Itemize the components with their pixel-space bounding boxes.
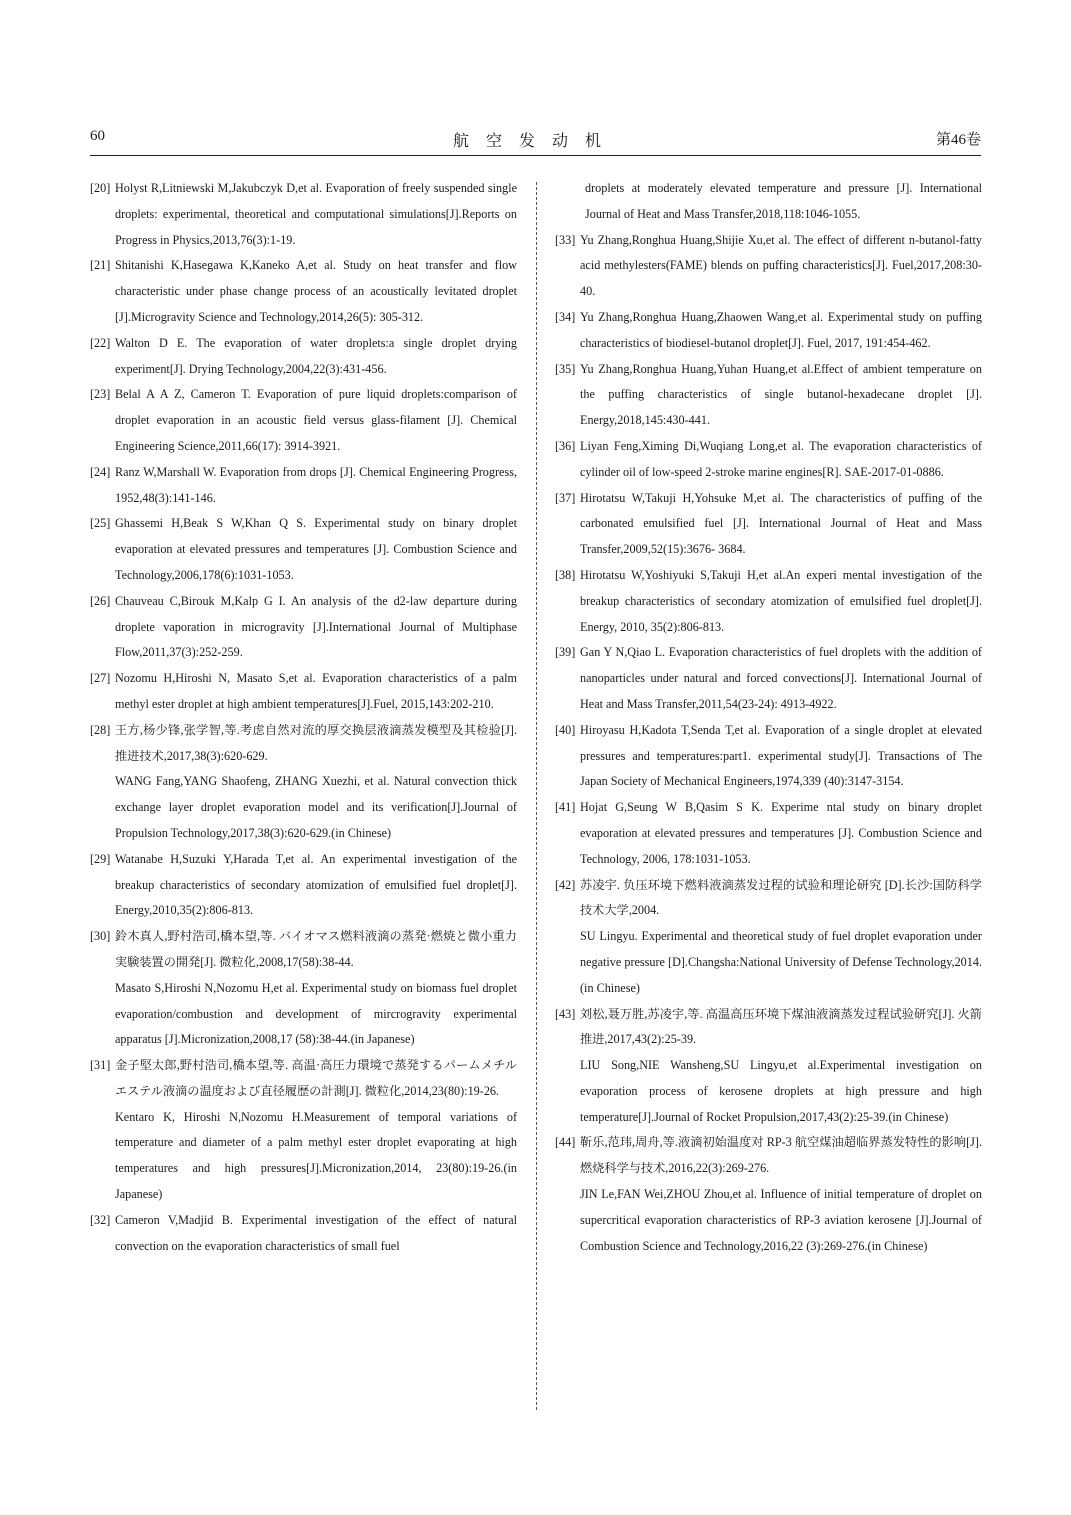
reference-translation: Masato S,Hiroshi N,Nozomu H,et al. Experimental study on biomass fuel droplet evaporation/combustion and development of mircrogravity experimental apparatus [J].Micronization,2008,17 (58):38-44.(in Japanese) (115, 980, 517, 1047)
reference-entry (555, 718, 982, 795)
reference-translation: JIN Le,FAN Wei,ZHOU Zhou,et al. Influence of initial temperature of droplet on supercritical evaporation characteristics of RP-3 aviation kerosene [J].Journal of Combustion Science and Technology,2016,22 (3):269-276.(in Chinese) (580, 1187, 982, 1253)
reference-number: [28] (90, 722, 111, 737)
reference-text: Gan Y N,Qiao L. Evaporation characteristics of fuel droplets with the addition of nanoparticles under natural and forced convections[J]. International Journal of Heat and Mass Transfer,2011,54(23-24): 4913-4922. (580, 645, 982, 711)
reference-entry (555, 640, 982, 717)
reference-number: [24] (90, 464, 111, 479)
reference-entry (555, 1002, 982, 1131)
reference-entry (90, 176, 517, 253)
reference-text: Nozomu H,Hiroshi N, Masato S,et al. Evaporation characteristics of a palm methyl ester droplet at high ambient temperatures[J].Fuel, 2015,143:202-210. (115, 671, 517, 711)
reference-text: Yu Zhang,Ronghua Huang,Yuhan Huang,et al.Effect of ambient temperature on the puffing characteristics of single butanol-hexadecane droplet [J]. Energy,2018,145:430-441. (580, 361, 982, 428)
reference-entry (555, 434, 982, 486)
reference-number: [27] (90, 671, 111, 686)
reference-number: [42] (555, 877, 576, 892)
reference-text: Cameron V,Madjid B. Experimental investigation of the effect of natural convection on the evaporation characteristics of small fuel (115, 1212, 517, 1253)
reference-entry (90, 1208, 517, 1260)
reference-number: [40] (555, 722, 576, 737)
reference-entry (90, 331, 517, 383)
reference-number: [32] (90, 1212, 111, 1227)
running-header (90, 128, 981, 152)
reference-number: [21] (90, 258, 111, 273)
reference-number: [22] (90, 335, 111, 350)
reference-entry (555, 1130, 982, 1259)
reference-text: Hiroyasu H,Kadota T,Senda T,et al. Evaporation of a single droplet at elevated pressures and temperatures:part1. experimental study[J]. Transactions of The Japan Society of Mechanical Engineers,1974,339 (40):3147-3154. (580, 722, 982, 789)
reference-translation: SU Lingyu. Experimental and theoretical study of fuel droplet evaporation under negative pressure [D].Changsha:National University of Defense Technology,2014.(in Chinese) (580, 929, 982, 995)
reference-text: Hirotatsu W,Yoshiyuki S,Takuji H,et al.An experi mental investigation of the breakup characteristics of secondary atomization of emulsified fuel droplet[J]. Energy, 2010, 35(2):806-813. (580, 567, 982, 634)
reference-entry (555, 795, 982, 872)
reference-text: Walton D E. The evaporation of water droplets:a single droplet drying experiment[J]. Drying Technology,2004,22(3):431-456. (115, 335, 517, 376)
reference-entry (90, 253, 517, 330)
reference-text: Belal A A Z, Cameron T. Evaporation of pure liquid droplets:comparison of droplet evaporation in an acoustic field versus glass-filament [J]. Chemical Engineering Science,2011,66(17): 3914-3921. (115, 387, 517, 453)
reference-entry (555, 305, 982, 357)
reference-continuation: droplets at moderately elevated temperature and pressure [J]. International Journal of Heat and Mass Transfer,2018,118:1046-1055. (585, 181, 982, 221)
reference-entry (90, 511, 517, 588)
reference-text: Ghassemi H,Beak S W,Khan Q S. Experimental study on binary droplet evaporation at elevated pressures and temperatures [J]. Combustion Science and Technology,2006,178(6):1031-1053. (115, 516, 517, 582)
reference-number: [43] (555, 1006, 576, 1021)
column-divider (536, 182, 537, 1410)
reference-number: [39] (555, 645, 576, 660)
page-number: 60 (90, 128, 105, 144)
reference-number: [38] (555, 567, 576, 582)
reference-entry (555, 486, 982, 563)
reference-entry (90, 666, 517, 718)
reference-number: [36] (555, 438, 576, 453)
reference-text: Liyan Feng,Ximing Di,Wuqiang Long,et al. The evaporation characteristics of cylinder oil of low-speed 2-stroke marine engines[R]. SAE-2017-01-0886. (580, 438, 982, 479)
reference-number: [34] (555, 309, 576, 324)
reference-translation: LIU Song,NIE Wansheng,SU Lingyu,et al.Experimental investigation on evaporation process of kerosene droplets at high pressure and high temperature[J].Journal of Rocket Propulsion,2017,43(2):25-39.(in Chinese) (580, 1058, 982, 1124)
reference-text: 鈴木真人,野村浩司,橋本望,等. バイオマス燃料液滴の蒸発·燃焼と微小重力実験装置の開発[J]. 微粒化,2008,17(58):38-44. (115, 929, 517, 969)
reference-entry (555, 873, 982, 1002)
reference-entry (90, 460, 517, 512)
reference-number: [29] (90, 851, 111, 866)
reference-number: [23] (90, 387, 111, 402)
reference-number: [35] (555, 361, 576, 376)
reference-text: 苏凌宇. 负压环境下燃料液滴蒸发过程的试验和理论研究 [D].长沙:国防科学技术大学,2004. (580, 877, 982, 918)
reference-number: [30] (90, 929, 111, 944)
reference-text: Yu Zhang,Ronghua Huang,Shijie Xu,et al. The effect of different n-butanol-fatty acid methylesters(FAME) blends on puffing characteristics[J]. Fuel,2017,208:30-40. (580, 232, 982, 299)
reference-number: [31] (90, 1058, 111, 1073)
right-column (555, 176, 982, 1259)
reference-entry (90, 382, 517, 459)
header-rule (90, 155, 981, 156)
reference-text: Holyst R,Litniewski M,Jakubczyk D,et al. Evaporation of freely suspended single droplets: experimental, theoretical and computational simulations[J].Reports on Progress in Physics,2013,76(3):1-19. (115, 181, 517, 247)
reference-entry (90, 924, 517, 1053)
reference-number: [37] (555, 490, 576, 505)
reference-translation: Kentaro K, Hiroshi N,Nozomu H.Measurement of temporal variations of temperature and diameter of a palm methyl ester droplet evaporating at high temperatures and high pressures[J].Micronization,2014, 23(80):19-26.(in Japanese) (115, 1109, 517, 1202)
reference-entry (555, 357, 982, 434)
reference-number: [33] (555, 232, 576, 247)
reference-text: Chauveau C,Birouk M,Kalp G I. An analysis of the d2-law departure during droplete vaporation in microgravity [J].International Journal of Multiphase Flow,2011,37(3):252-259. (115, 593, 517, 660)
reference-text: Hirotatsu W,Takuji H,Yohsuke M,et al. The characteristics of puffing of the carbonated emulsified fuel [J]. International Journal of Heat and Mass Transfer,2009,52(15):3676- 3684. (580, 490, 982, 557)
reference-text: 金子堅太郎,野村浩司,橋本望,等. 高温·高圧力環境で蒸発するパームメチルエステル液滴の温度および直径履歴の計測[J]. 微粒化,2014,23(80):19-26. (115, 1058, 517, 1098)
reference-text: Hojat G,Seung W B,Qasim S K. Experime ntal study on binary droplet evaporation at elevated pressures and temperatures [J]. Combustion Science and Technology, 2006, 178:1031-1053. (580, 800, 982, 866)
journal-title: 航空发动机 (452, 133, 618, 150)
reference-entry (90, 847, 517, 924)
reference-number: [44] (555, 1135, 576, 1150)
reference-number: [26] (90, 593, 111, 608)
reference-translation: WANG Fang,YANG Shaofeng, ZHANG Xuezhi, et al. Natural convection thick exchange layer droplet evaporation model and its verification[J].Journal of Propulsion Technology,2017,38(3):620-629.(in Chinese) (115, 774, 517, 840)
reference-text: 王方,杨少锋,张学智,等.考虑自然对流的厚交换层液滴蒸发模型及其检验[J]. 推进技术,2017,38(3):620-629. (115, 722, 517, 763)
reference-entry (90, 718, 517, 847)
left-column (90, 176, 517, 1259)
reference-entry (90, 589, 517, 666)
reference-entry (90, 1053, 517, 1208)
reference-number: [41] (555, 800, 576, 815)
reference-number: [25] (90, 516, 111, 531)
reference-text: Watanabe H,Suzuki Y,Harada T,et al. An experimental investigation of the breakup characteristics of secondary atomization of emulsified fuel droplet[J]. Energy,2010,35(2):806-813. (115, 851, 517, 918)
reference-number: [20] (90, 181, 111, 195)
reference-entry (555, 228, 982, 305)
reference-text: Yu Zhang,Ronghua Huang,Zhaowen Wang,et al. Experimental study on puffing characteristics of biodiesel-butanol droplet[J]. Fuel, 2017, 191:454-462. (580, 309, 982, 350)
reference-text: 刘松,聂万胜,苏凌宇,等. 高温高压环境下煤油液滴蒸发过程试验研究[J]. 火箭推进,2017,43(2):25-39. (580, 1006, 982, 1047)
volume-label: 第46卷 (935, 132, 981, 148)
reference-text: Shitanishi K,Hasegawa K,Kaneko A,et al. Study on heat transfer and flow characteristic under phase change process of an acoustically levitated droplet [J].Microgravity Science and Technology,2014,26(5): 305-312. (115, 258, 517, 324)
reference-text: Ranz W,Marshall W. Evaporation from drops [J]. Chemical Engineering Progress, 1952,48(3):141-146. (115, 464, 517, 505)
reference-entry (555, 563, 982, 640)
reference-text: 靳乐,范玮,周舟,等.液滴初始温度对 RP-3 航空煤油超临界蒸发特性的影响[J].燃烧科学与技术,2016,22(3):269-276. (580, 1135, 982, 1176)
